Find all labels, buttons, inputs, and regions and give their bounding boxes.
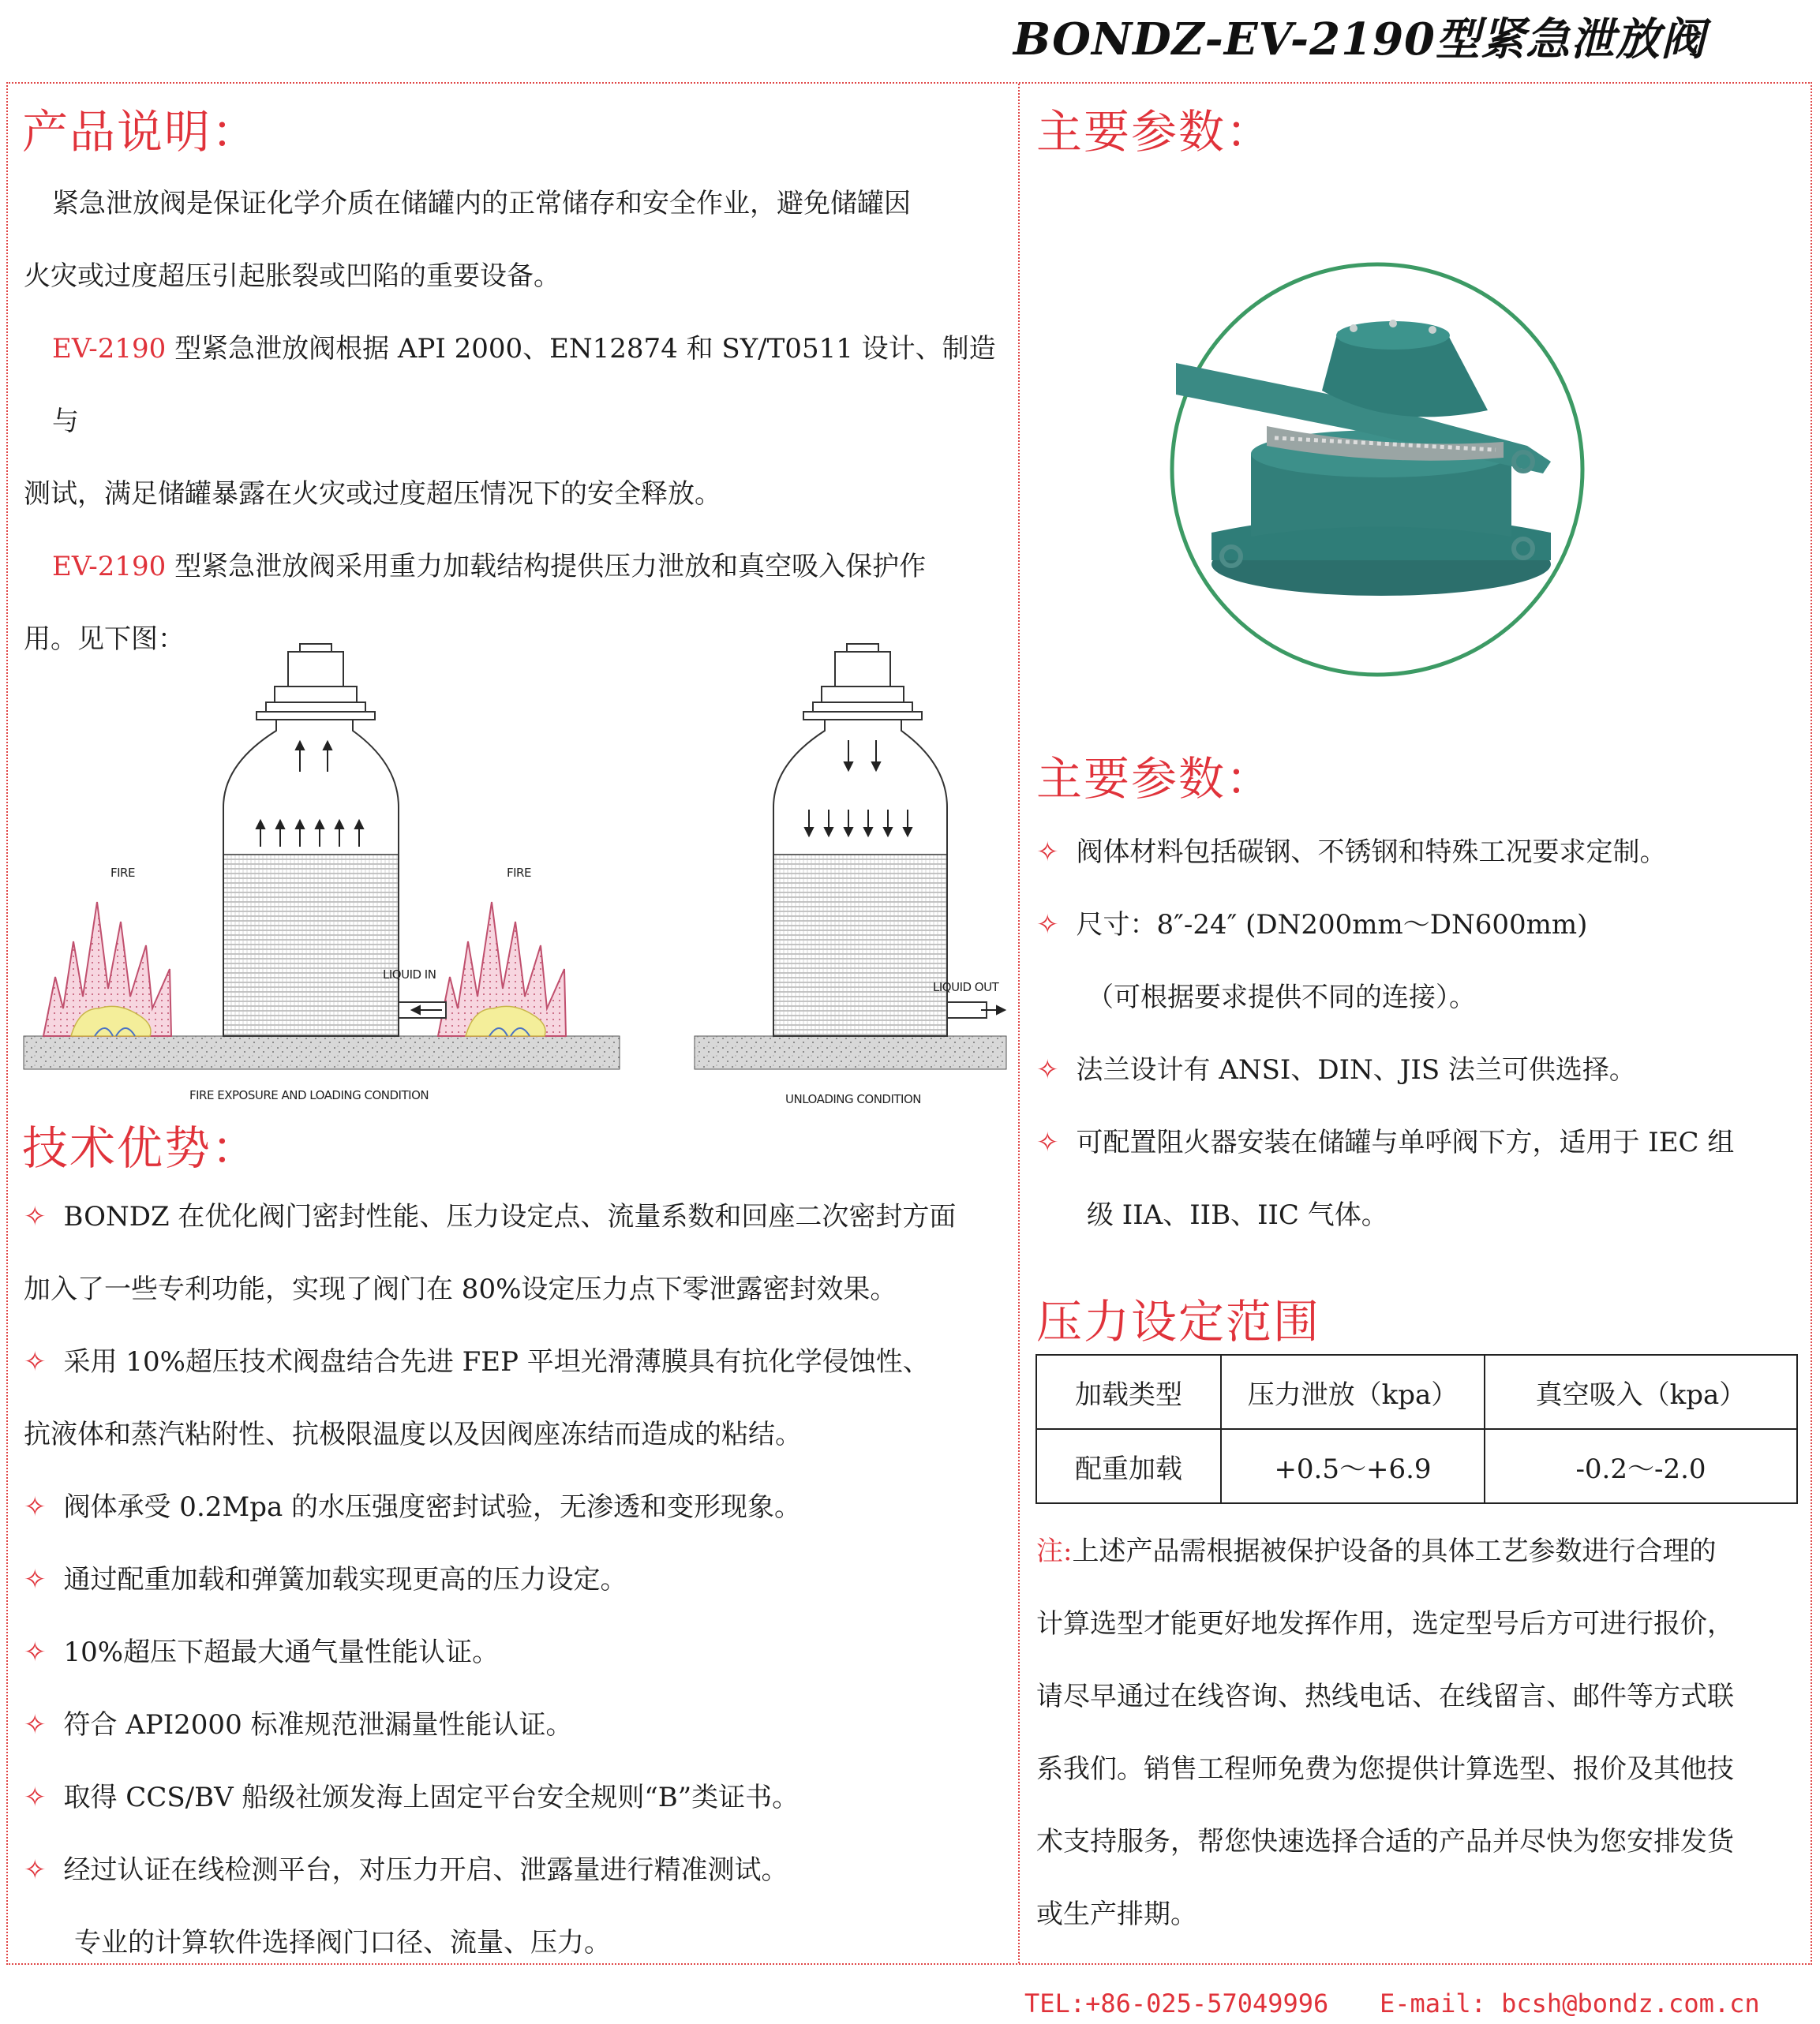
- product-desc-line: 用。见下图：: [24, 623, 185, 655]
- table-header-cell: 真空吸入（kpa）: [1485, 1355, 1797, 1429]
- list-item-text: 阀体承受 0.2Mpa 的水压强度密封试验，无渗透和变形现象。: [63, 1491, 802, 1523]
- pressure-range-heading: 压力设定范围: [1036, 1295, 1321, 1349]
- list-item: [1036, 889, 1806, 961]
- note-label: 注:: [1036, 1536, 1073, 1567]
- liquid-out-label: LIQUID OUT: [933, 980, 999, 994]
- list-item-text: 阀体材料包括碳钢、不锈钢和特殊工况要求定制。: [1076, 836, 1667, 868]
- product-desc-line: 测试，满足储罐暴露在火灾或过度超压情况下的安全释放。: [24, 478, 721, 510]
- product-desc-line: [24, 312, 1010, 458]
- list-item-text: BONDZ 在优化阀门密封性能、压力设定点、流量系数和回座二次密封方面: [63, 1201, 957, 1233]
- note-line: 或生产排期。: [1036, 1899, 1197, 1930]
- diamond-bullet-icon: ✧: [24, 1782, 47, 1813]
- note-line: 请尽早通过在线咨询、热线电话、在线留言、邮件等方式联: [1036, 1681, 1734, 1712]
- diamond-bullet-icon: ✧: [1036, 1054, 1059, 1086]
- flame-left-1-icon: [43, 902, 171, 1036]
- note-text: 上述产品需根据被保护设备的具体工艺参数进行合理的: [1072, 1536, 1717, 1567]
- list-item: [24, 1180, 1010, 1253]
- diamond-bullet-icon: ✧: [1036, 1127, 1059, 1158]
- main-params-heading: 主要参数：: [1036, 105, 1274, 159]
- list-item-text: 可配置阻火器安装在储罐与单呼阀下方，适用于 IEC 组: [1076, 1127, 1735, 1158]
- list-item: [24, 1326, 1010, 1398]
- table-row: [1036, 1429, 1797, 1503]
- note-line: 计算选型才能更好地发挥作用，选定型号后方可进行报价，: [1036, 1608, 1734, 1640]
- table-header-cell: 加载类型: [1036, 1355, 1221, 1429]
- table-header-row: [1036, 1355, 1797, 1429]
- list-item: 专业的计算软件选择阀门口径、流量、压力。: [74, 1927, 611, 1959]
- table-cell: +0.5～+6.9: [1221, 1429, 1485, 1503]
- product-desc-line: 火灾或过度超压引起胀裂或凹陷的重要设备。: [24, 260, 560, 292]
- technical-advantages-heading: 技术优势：: [22, 1121, 260, 1175]
- list-item: [24, 1834, 1010, 1906]
- footer-email: E-mail: bcsh@bondz.com.cn: [1380, 1988, 1760, 2018]
- table-header-cell: 压力泄放（kpa）: [1221, 1355, 1485, 1429]
- note-paragraph: [1036, 1515, 1802, 1951]
- left-caption: FIRE EXPOSURE AND LOADING CONDITION: [189, 1088, 429, 1102]
- list-item-continuation: 级 IIA、IIB、IIC 气体。: [1087, 1199, 1388, 1231]
- list-item-text: 法兰设计有 ANSI、DIN、JIS 法兰可供选择。: [1076, 1054, 1636, 1086]
- column-divider: [1018, 84, 1020, 1963]
- diamond-bullet-icon: ✧: [24, 1564, 47, 1596]
- model-name: EV-2190: [52, 551, 167, 582]
- product-desc-text: 型紧急泄放阀采用重力加载结构提供压力泄放和真空吸入保护作: [166, 551, 927, 582]
- diamond-bullet-icon: ✧: [24, 1637, 47, 1668]
- product-description: [24, 167, 1010, 675]
- list-item: [24, 1761, 1010, 1834]
- list-item-text: 通过配重加载和弹簧加载实现更高的压力设定。: [63, 1564, 627, 1596]
- note-line: 术支持服务，帮您快速选择合适的产品并尽快为您安排发货: [1036, 1826, 1734, 1858]
- list-item: [1036, 816, 1806, 889]
- pressure-table: [1035, 1354, 1798, 1504]
- diamond-bullet-icon: ✧: [24, 1201, 47, 1233]
- tank-unloading: [773, 644, 1005, 1036]
- list-item-continuation: （可根据要求提供不同的连接）。: [1087, 982, 1476, 1013]
- list-item: [24, 1689, 1010, 1761]
- list-item-continuation: 抗液体和蒸汽粘附性、抗极限温度以及因阀座冻结而造成的粘结。: [24, 1419, 802, 1450]
- diamond-bullet-icon: ✧: [24, 1491, 47, 1523]
- model-name: EV-2190: [52, 333, 167, 365]
- list-item-text: 符合 API2000 标准规范泄漏量性能认证。: [63, 1709, 573, 1741]
- diamond-bullet-icon: ✧: [24, 1346, 47, 1378]
- product-desc-text: 型紧急泄放阀根据 API 2000、EN12874 和 SY/T0511 设计、制造与: [52, 333, 996, 437]
- liquid-in-label: LIQUID IN: [383, 967, 436, 982]
- list-item: [24, 1543, 1010, 1616]
- footer-phone: TEL:+86-025-57049996: [1024, 1988, 1329, 2018]
- advantages-list: [24, 1180, 1010, 1979]
- diamond-bullet-icon: ✧: [1036, 909, 1059, 941]
- document-title: BONDZ-EV-2190型紧急泄放阀: [1013, 13, 1706, 65]
- ground-left: [24, 1036, 620, 1069]
- list-item-text: 采用 10%超压技术阀盘结合先进 FEP 平坦光滑薄膜具有抗化学侵蚀性、: [63, 1346, 930, 1378]
- list-item: [1036, 1034, 1806, 1106]
- table-cell: -0.2～-2.0: [1485, 1429, 1797, 1503]
- product-desc-line: 紧急泄放阀是保证化学介质在储罐内的正常储存和安全作业，避免储罐因: [52, 188, 911, 219]
- list-item: [24, 1471, 1010, 1543]
- product-description-heading: 产品说明：: [22, 105, 260, 159]
- fire-label: FIRE: [110, 866, 135, 880]
- diamond-bullet-icon: ✧: [24, 1709, 47, 1741]
- fire-label: FIRE: [507, 866, 531, 880]
- right-caption: UNLOADING CONDITION: [785, 1092, 922, 1106]
- list-item: [1036, 1106, 1806, 1179]
- diamond-bullet-icon: ✧: [24, 1854, 47, 1886]
- list-item-text: 取得 CCS/BV 船级社颁发海上固定平台安全规则“B”类证书。: [63, 1782, 800, 1813]
- table-cell: 配重加载: [1036, 1429, 1221, 1503]
- note-line: [1036, 1515, 1802, 1588]
- product-desc-line: [24, 530, 1010, 603]
- list-item: [24, 1616, 1010, 1689]
- list-item-continuation: 加入了一些专利功能，实现了阀门在 80%设定压力点下零泄露密封效果。: [24, 1274, 897, 1305]
- params-list: [1036, 816, 1806, 1251]
- list-item-text: 经过认证在线检测平台，对压力开启、泄露量进行精准测试。: [63, 1854, 788, 1886]
- flame-left-2-icon: [438, 902, 566, 1036]
- list-item-text: 10%超压下超最大通气量性能认证。: [63, 1637, 500, 1668]
- diamond-bullet-icon: ✧: [1036, 836, 1059, 868]
- main-params-heading-2: 主要参数：: [1036, 752, 1274, 806]
- list-item-text: 尺寸：8″-24″ (DN200mm～DN600mm): [1076, 909, 1588, 941]
- operating-condition-diagram: [20, 638, 1010, 1111]
- product-photo: [1156, 260, 1598, 679]
- note-line: 系我们。销售工程师免费为您提供计算选型、报价及其他技: [1036, 1753, 1734, 1785]
- ground-right: [695, 1036, 1006, 1069]
